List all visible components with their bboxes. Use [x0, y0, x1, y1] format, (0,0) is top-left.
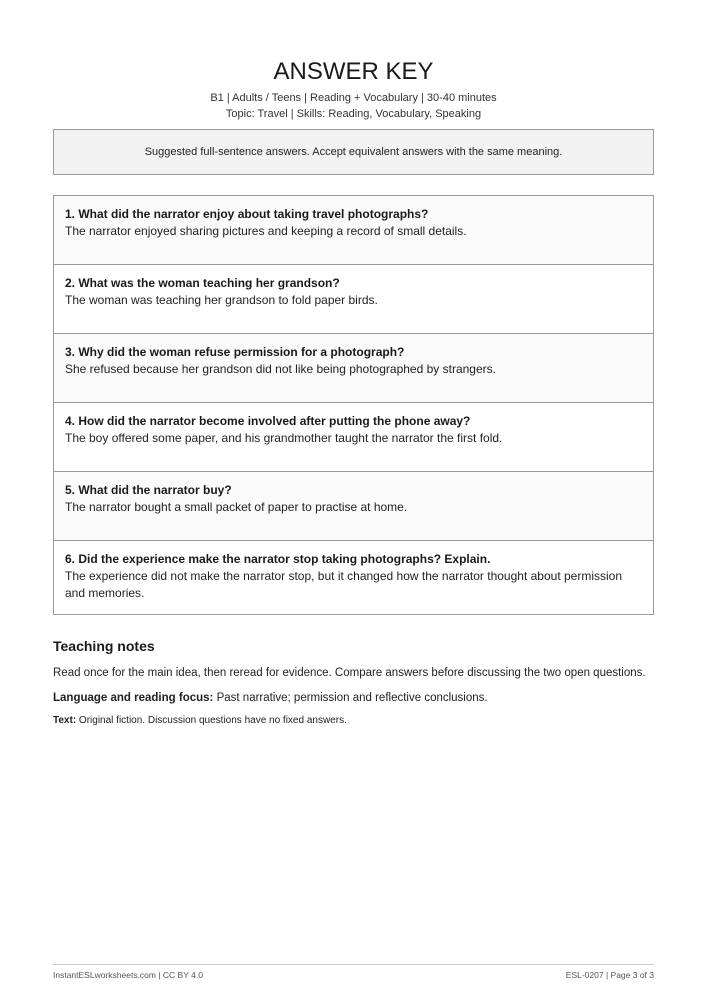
footer-right: ESL-0207 | Page 3 of 3 [565, 970, 654, 980]
instructions-text: Suggested full-sentence answers. Accept equivalent answers with the same meaning. [144, 146, 563, 158]
page-footer [53, 964, 654, 980]
level-meta: B1 | Adults / Teens | Reading + Vocabulary | 30-40 minutes [210, 92, 497, 104]
answer-item [54, 471, 653, 540]
answer-text: The woman was teaching her grandson to fold paper birds. [65, 293, 378, 307]
question-text: 1. What did the narrator enjoy about taking travel photographs? [65, 207, 429, 221]
answer-text: The boy offered some paper, and his grandmother taught the narrator the first fold. [65, 431, 503, 445]
question-text: 5. What did the narrator buy? [65, 483, 232, 497]
question-text: 2. What was the woman teaching her grandson? [65, 276, 340, 290]
answer-item [54, 333, 653, 402]
question-text: 3. Why did the woman refuse permission for a photograph? [65, 345, 405, 359]
question-text: 4. How did the narrator become involved after putting the phone away? [65, 414, 471, 428]
language-focus-text: Past narrative; permission and reflective conclusions. [213, 692, 488, 704]
answer-text: The narrator enjoyed sharing pictures and keeping a record of small details. [65, 224, 467, 238]
answer-item [54, 540, 653, 614]
teaching-notes-paragraph: Read once for the main idea, then reread for evidence. Compare answers before discussing the two open questions. [53, 667, 646, 679]
answer-item [54, 196, 653, 264]
footer-left: InstantESLworksheets.com | CC BY 4.0 [53, 970, 203, 980]
answer-text: The experience did not make the narrator stop, but it changed how the narrator thought about permission and memories. [65, 569, 623, 600]
answer-item [54, 264, 653, 333]
instructions-box [53, 129, 654, 175]
language-focus-label: Language and reading focus: [53, 692, 214, 704]
topic-meta: Topic: Travel | Skills: Reading, Vocabulary, Speaking [225, 108, 482, 120]
answer-text: She refused because her grandson did not like being photographed by strangers. [65, 362, 496, 376]
teaching-notes-heading: Teaching notes [53, 638, 155, 654]
question-text: 6. Did the experience make the narrator stop taking photographs? Explain. [65, 552, 491, 566]
language-focus [53, 690, 654, 707]
worksheet-page [53, 0, 654, 728]
page-title: ANSWER KEY [273, 58, 434, 85]
text-note [53, 714, 654, 728]
answers-table [53, 195, 654, 615]
text-note-label: Text: [53, 715, 77, 726]
text-note-text: Original fiction. Discussion questions have no fixed answers. [76, 715, 347, 726]
answer-item [54, 402, 653, 471]
answer-text: The narrator bought a small packet of paper to practise at home. [65, 500, 408, 514]
